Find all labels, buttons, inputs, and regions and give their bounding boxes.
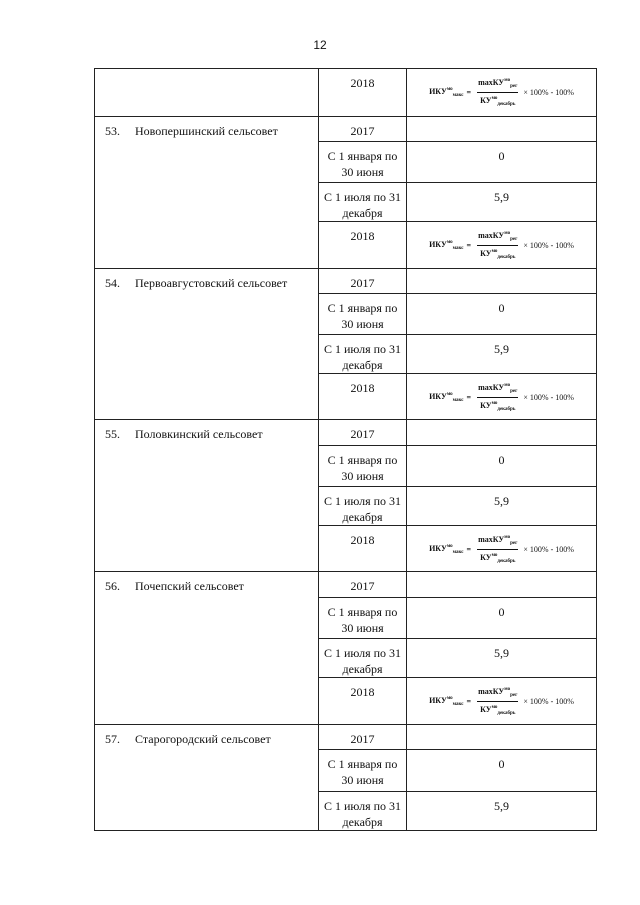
formula-lhs-sub: макс bbox=[452, 702, 464, 707]
formula-denominator-sup: мо bbox=[491, 553, 498, 558]
period-text: 2017 bbox=[350, 276, 375, 290]
municipality-number: 55. bbox=[105, 427, 120, 441]
formula-lhs-base: ИКУ bbox=[429, 240, 447, 249]
formula-equals: = bbox=[466, 88, 472, 97]
municipality-number: 53. bbox=[105, 124, 120, 138]
formula-tail: × 100% - 100% bbox=[523, 697, 574, 706]
formula-lhs-sup: мо bbox=[446, 392, 453, 397]
formula-equals: = bbox=[466, 545, 472, 554]
municipality-label bbox=[95, 572, 318, 594]
formula-lhs-sub: макс bbox=[452, 93, 464, 98]
formula bbox=[407, 678, 596, 718]
table-row bbox=[95, 117, 597, 142]
period-text: С 1 января по 30 июня bbox=[327, 301, 398, 331]
formula-denominator-sub: декабрь bbox=[497, 559, 516, 564]
table-row bbox=[95, 69, 597, 117]
period-text: С 1 июля по 31 декабря bbox=[323, 342, 402, 372]
index-value: 5,9 bbox=[494, 799, 509, 813]
formula-tail: × 100% - 100% bbox=[523, 393, 574, 402]
formula-denominator-sub: декабрь bbox=[497, 102, 516, 107]
formula-numerator-sup: мо bbox=[504, 687, 511, 692]
formula-denominator-sub: декабрь bbox=[497, 255, 516, 260]
table-row bbox=[95, 725, 597, 750]
formula-equals: = bbox=[466, 241, 472, 250]
value-cell bbox=[407, 269, 597, 294]
formula-lhs-base: ИКУ bbox=[429, 544, 447, 553]
formula-lhs bbox=[429, 85, 463, 100]
municipality-cell bbox=[95, 117, 319, 269]
period-text: С 1 июля по 31 декабря bbox=[323, 646, 402, 676]
period-cell bbox=[319, 792, 407, 831]
period-cell bbox=[319, 117, 407, 142]
value-cell bbox=[407, 526, 597, 572]
value-cell bbox=[407, 598, 597, 639]
value-cell bbox=[407, 222, 597, 269]
formula-numerator-sub: рег bbox=[510, 389, 518, 394]
page-number: 12 bbox=[313, 38, 327, 52]
formula-lhs-sup: мо bbox=[446, 544, 453, 549]
formula-lhs-base: ИКУ bbox=[429, 696, 447, 705]
period-cell bbox=[319, 526, 407, 572]
period-cell bbox=[319, 183, 407, 222]
formula-lhs bbox=[429, 390, 463, 405]
municipality-name: Почепский сельсовет bbox=[135, 579, 244, 593]
index-value bbox=[407, 420, 596, 426]
municipality-number: 57. bbox=[105, 732, 120, 746]
index-value: 0 bbox=[498, 453, 505, 467]
period-cell bbox=[319, 572, 407, 598]
formula bbox=[407, 526, 596, 566]
period-cell bbox=[319, 598, 407, 639]
value-cell bbox=[407, 678, 597, 725]
value-cell bbox=[407, 294, 597, 335]
value-cell bbox=[407, 487, 597, 526]
municipality-label bbox=[95, 420, 318, 442]
period-cell bbox=[319, 335, 407, 374]
period-cell bbox=[319, 725, 407, 750]
formula-fraction bbox=[477, 533, 518, 566]
index-value bbox=[407, 269, 596, 275]
municipality-cell bbox=[95, 725, 319, 831]
formula-denominator-sub: декабрь bbox=[497, 407, 516, 412]
formula-fraction bbox=[477, 76, 518, 109]
formula-lhs-sup: мо bbox=[446, 696, 453, 701]
period-cell bbox=[319, 269, 407, 294]
formula-numerator-sup: мо bbox=[504, 535, 511, 540]
formula-denominator-base: КУ bbox=[480, 401, 492, 410]
formula-denominator bbox=[480, 246, 515, 262]
formula-denominator-sup: мо bbox=[491, 249, 498, 254]
formula-numerator-base: maxКУ bbox=[478, 78, 505, 87]
formula bbox=[407, 69, 596, 109]
index-value bbox=[407, 725, 596, 731]
value-cell bbox=[407, 572, 597, 598]
index-value bbox=[407, 117, 596, 123]
formula-denominator-sub: декабрь bbox=[497, 711, 516, 716]
formula-numerator bbox=[477, 685, 518, 702]
formula-lhs-sup: мо bbox=[446, 87, 453, 92]
period-text: 2018 bbox=[350, 533, 375, 547]
period-cell bbox=[319, 294, 407, 335]
index-value: 5,9 bbox=[494, 646, 509, 660]
period-cell bbox=[319, 420, 407, 446]
period-text: 2018 bbox=[350, 685, 375, 699]
formula-fraction bbox=[477, 229, 518, 262]
value-cell bbox=[407, 725, 597, 750]
value-cell bbox=[407, 750, 597, 792]
formula-lhs-sub: макс bbox=[452, 398, 464, 403]
municipality-cell-empty bbox=[95, 69, 319, 117]
table-row bbox=[95, 269, 597, 294]
period-text: С 1 января по 30 июня bbox=[327, 453, 398, 483]
period-text: 2018 bbox=[350, 229, 375, 243]
index-value: 5,9 bbox=[494, 494, 509, 508]
period-text: С 1 января по 30 июня bbox=[327, 149, 398, 179]
formula-denominator bbox=[480, 398, 515, 414]
value-cell bbox=[407, 374, 597, 420]
formula-denominator-sup: мо bbox=[491, 401, 498, 406]
municipality-name: Новопершинский сельсовет bbox=[135, 124, 278, 138]
period-cell bbox=[319, 639, 407, 678]
period-cell bbox=[319, 222, 407, 269]
formula-numerator bbox=[477, 76, 518, 93]
period-cell bbox=[319, 446, 407, 487]
period-cell bbox=[319, 142, 407, 183]
formula-numerator-base: maxКУ bbox=[478, 231, 505, 240]
formula-denominator bbox=[480, 550, 515, 566]
municipality-label bbox=[95, 269, 318, 291]
period-text: 2017 bbox=[350, 124, 375, 138]
table-row bbox=[95, 420, 597, 446]
period-text: 2017 bbox=[350, 427, 375, 441]
formula-numerator-sub: рег bbox=[510, 237, 518, 242]
formula-denominator bbox=[480, 93, 515, 109]
municipality-number: 54. bbox=[105, 276, 120, 290]
municipality-name: Первоавгустовский сельсовет bbox=[135, 276, 288, 290]
period-text: С 1 июля по 31 декабря bbox=[323, 799, 402, 829]
formula-numerator-base: maxКУ bbox=[478, 687, 505, 696]
formula-equals: = bbox=[466, 697, 472, 706]
municipality-cell bbox=[95, 420, 319, 572]
formula-lhs bbox=[429, 694, 463, 709]
formula-lhs bbox=[429, 542, 463, 557]
formula-denominator-base: КУ bbox=[480, 249, 492, 258]
period-text: С 1 июля по 31 декабря bbox=[323, 494, 402, 524]
period-cell bbox=[319, 750, 407, 792]
period-text: 2017 bbox=[350, 579, 375, 593]
index-value: 5,9 bbox=[494, 342, 509, 356]
municipality-cell bbox=[95, 572, 319, 725]
formula-denominator bbox=[480, 702, 515, 718]
period-cell bbox=[319, 374, 407, 420]
period-cell bbox=[319, 678, 407, 725]
formula-lhs-sub: макс bbox=[452, 246, 464, 251]
formula-tail: × 100% - 100% bbox=[523, 88, 574, 97]
formula-numerator-sub: рег bbox=[510, 693, 518, 698]
formula-numerator-sub: рег bbox=[510, 541, 518, 546]
value-cell bbox=[407, 69, 597, 117]
formula-fraction bbox=[477, 685, 518, 718]
index-value: 0 bbox=[498, 757, 505, 771]
formula-lhs-base: ИКУ bbox=[429, 392, 447, 401]
value-cell bbox=[407, 420, 597, 446]
formula-numerator bbox=[477, 381, 518, 398]
formula-fraction bbox=[477, 381, 518, 414]
period-text: 2018 bbox=[350, 76, 375, 90]
formula-numerator-sup: мо bbox=[504, 383, 511, 388]
value-cell bbox=[407, 142, 597, 183]
formula-tail: × 100% - 100% bbox=[523, 545, 574, 554]
formula-numerator bbox=[477, 533, 518, 550]
municipality-number: 56. bbox=[105, 579, 120, 593]
formula-denominator-base: КУ bbox=[480, 705, 492, 714]
municipality-name: Старогородский сельсовет bbox=[135, 732, 271, 746]
formula bbox=[407, 222, 596, 262]
index-value: 0 bbox=[498, 301, 505, 315]
municipality-label bbox=[95, 725, 318, 747]
period-cell bbox=[319, 487, 407, 526]
formula-denominator-base: КУ bbox=[480, 553, 492, 562]
formula-denominator-base: КУ bbox=[480, 96, 492, 105]
table-row bbox=[95, 572, 597, 598]
formula-tail: × 100% - 100% bbox=[523, 241, 574, 250]
index-value bbox=[407, 572, 596, 578]
formula-numerator-sub: рег bbox=[510, 84, 518, 89]
index-value: 0 bbox=[498, 605, 505, 619]
value-cell bbox=[407, 639, 597, 678]
period-text: С 1 января по 30 июня bbox=[327, 757, 398, 787]
formula-numerator-sup: мо bbox=[504, 231, 511, 236]
formula-lhs-sub: макс bbox=[452, 550, 464, 555]
formula-numerator-base: maxКУ bbox=[478, 535, 505, 544]
municipality-name: Половкинский сельсовет bbox=[135, 427, 263, 441]
formula-lhs bbox=[429, 238, 463, 253]
formula-numerator-sup: мо bbox=[504, 78, 511, 83]
table-body bbox=[95, 69, 597, 831]
formula-numerator-base: maxКУ bbox=[478, 383, 505, 392]
formula-denominator-sup: мо bbox=[491, 705, 498, 710]
value-cell bbox=[407, 792, 597, 831]
formula-numerator bbox=[477, 229, 518, 246]
formula bbox=[407, 374, 596, 414]
period-text: С 1 июля по 31 декабря bbox=[323, 190, 402, 220]
formula-lhs-base: ИКУ bbox=[429, 87, 447, 96]
value-cell bbox=[407, 446, 597, 487]
tariff-index-table bbox=[94, 68, 597, 831]
formula-lhs-sup: мо bbox=[446, 240, 453, 245]
value-cell bbox=[407, 335, 597, 374]
index-value: 5,9 bbox=[494, 190, 509, 204]
period-text: 2017 bbox=[350, 732, 375, 746]
formula-equals: = bbox=[466, 393, 472, 402]
index-value: 0 bbox=[498, 149, 505, 163]
value-cell bbox=[407, 117, 597, 142]
period-cell bbox=[319, 69, 407, 117]
municipality-cell bbox=[95, 269, 319, 420]
period-text: С 1 января по 30 июня bbox=[327, 605, 398, 635]
municipality-label bbox=[95, 117, 318, 139]
period-text: 2018 bbox=[350, 381, 375, 395]
formula-denominator-sup: мо bbox=[491, 96, 498, 101]
value-cell bbox=[407, 183, 597, 222]
